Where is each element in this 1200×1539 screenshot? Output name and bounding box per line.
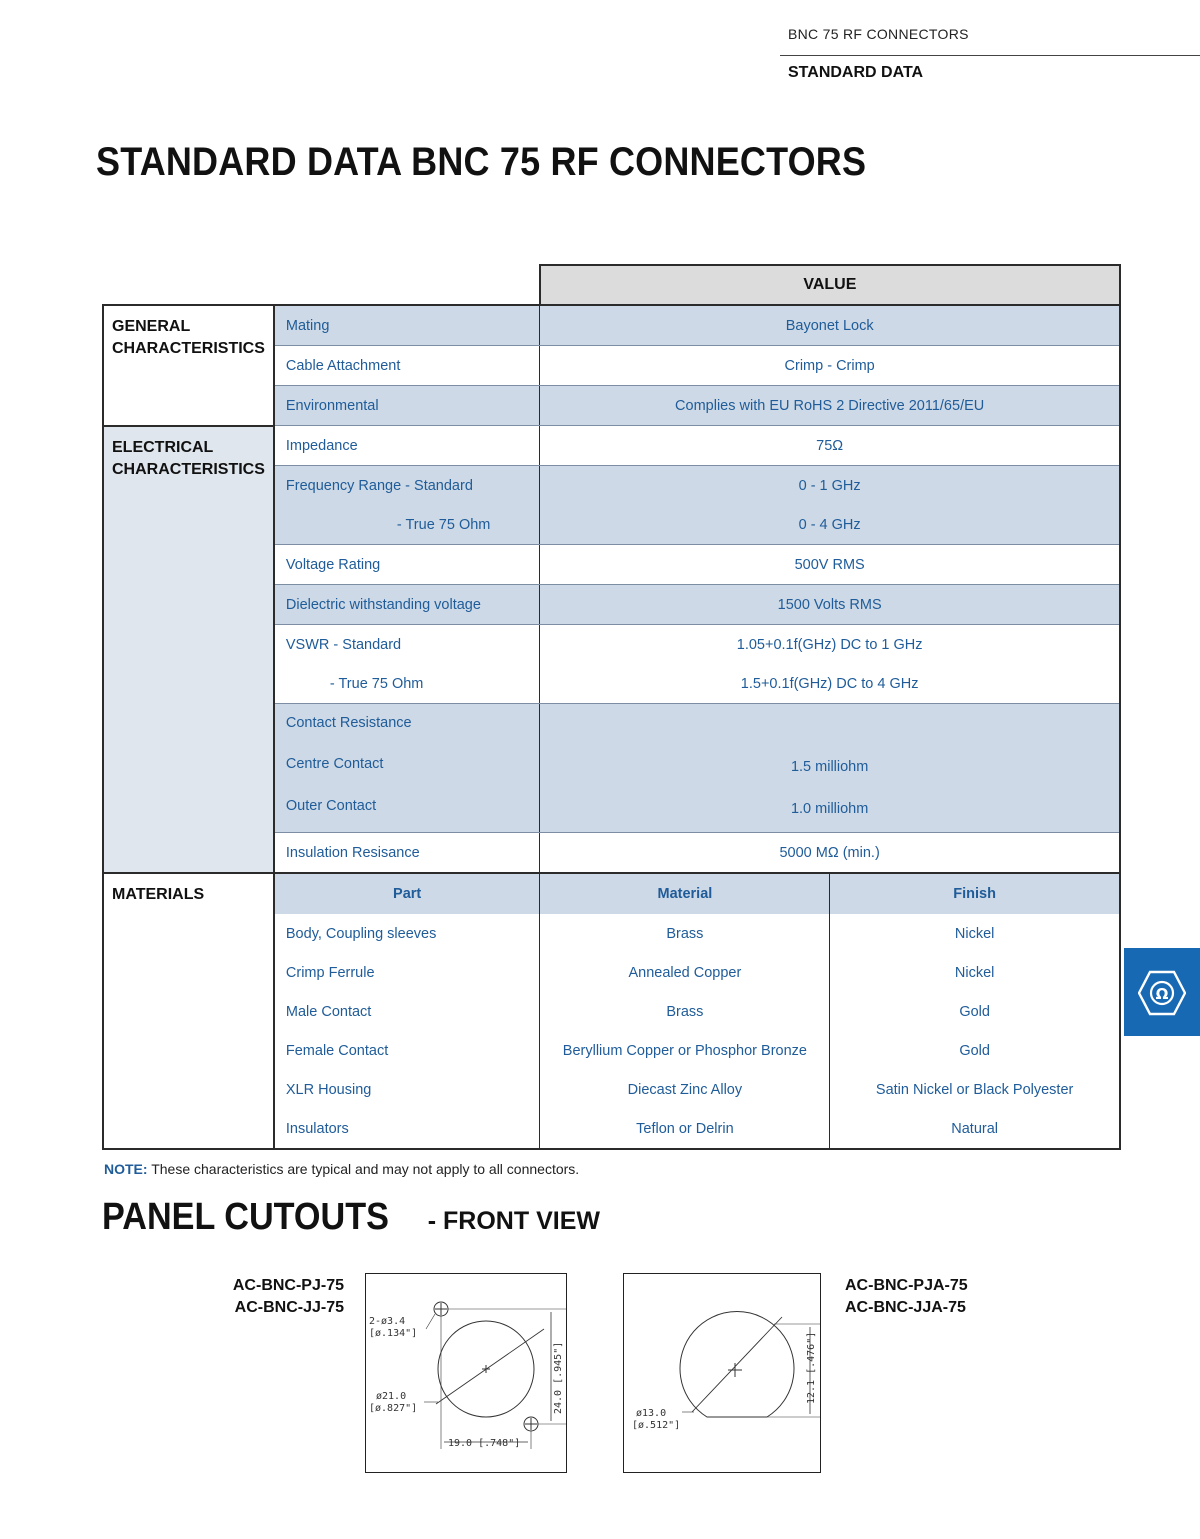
material-finish: Gold — [830, 1031, 1120, 1070]
model-label: AC-BNC-PJ-75 — [232, 1277, 344, 1294]
omega-logo-icon — [1138, 970, 1186, 1016]
contact-value-empty — [540, 704, 1120, 743]
material-material: Beryllium Copper or Phosphor Bronze — [540, 1031, 830, 1070]
insulation-value: 5000 MΩ (min.) — [540, 833, 1120, 874]
material-material: Teflon or Delrin — [540, 1109, 830, 1149]
materials-header-part: Part — [274, 873, 540, 914]
row-value: Crimp - Crimp — [540, 346, 1120, 386]
material-finish: Natural — [830, 1109, 1120, 1149]
material-part: Female Contact — [274, 1031, 540, 1070]
voltage-value: 500V RMS — [540, 545, 1120, 585]
freq-true-value: 0 - 4 GHz — [540, 505, 1120, 545]
left-hole-in: [ø.134"] — [369, 1328, 418, 1339]
left-height-dim: 24.0 [.945"] — [553, 1341, 564, 1414]
right-models — [845, 1275, 968, 1319]
value-header: VALUE — [540, 265, 1120, 305]
note-label: NOTE: — [104, 1161, 148, 1177]
impedance-value: 75Ω — [540, 426, 1120, 466]
centre-contact-value: 1.5 milliohm — [540, 742, 1120, 786]
panel-title-sub: - FRONT VIEW — [420, 1207, 600, 1235]
insulation-label: Insulation Resisance — [274, 833, 540, 874]
material-part: XLR Housing — [274, 1070, 540, 1109]
freq-true-label: - True 75 Ohm — [274, 505, 540, 545]
dielectric-label: Dielectric withstanding voltage — [274, 585, 540, 625]
material-part: Body, Coupling sleeves — [274, 914, 540, 953]
material-material: Diecast Zinc Alloy — [540, 1070, 830, 1109]
vswr-label: VSWR - Standard — [274, 625, 540, 665]
header-rule — [780, 55, 1200, 56]
svg-text:Ω: Ω — [1155, 985, 1169, 1003]
materials-header-material: Material — [540, 873, 830, 914]
outer-contact-value: 1.0 milliohm — [540, 786, 1120, 833]
materials-header-finish: Finish — [830, 873, 1120, 914]
material-finish: Nickel — [830, 914, 1120, 953]
right-dia-in: [ø.512"] — [632, 1420, 681, 1431]
right-dia-mm: ø13.0 — [636, 1408, 667, 1419]
page-title: STANDARD DATA BNC 75 RF CONNECTORS — [96, 140, 867, 184]
row-value: Complies with EU RoHS 2 Directive 2011/65/EU — [540, 386, 1120, 426]
material-part: Crimp Ferrule — [274, 953, 540, 992]
centre-contact-label: Centre Contact — [274, 742, 540, 786]
left-dia-in: [ø.827"] — [369, 1403, 418, 1414]
side-tab — [1124, 948, 1200, 1036]
dielectric-value: 1500 Volts RMS — [540, 585, 1120, 625]
contact-label: Contact Resistance — [274, 704, 540, 743]
freq-label: Frequency Range - Standard — [274, 466, 540, 506]
material-part: Insulators — [274, 1109, 540, 1149]
spec-table — [102, 264, 1121, 1150]
cutout-drawing-right — [623, 1273, 821, 1473]
left-hole-mm: 2-ø3.4 — [369, 1316, 406, 1327]
left-dia-mm: ø21.0 — [376, 1391, 407, 1402]
model-label: AC-BNC-PJA-75 — [845, 1277, 968, 1294]
material-finish: Gold — [830, 992, 1120, 1031]
material-part: Male Contact — [274, 992, 540, 1031]
left-width-dim: 19.0 [.748"] — [448, 1438, 521, 1449]
cutout-right-svg — [624, 1274, 820, 1472]
note — [104, 1161, 579, 1177]
row-label: Mating — [274, 305, 540, 346]
material-material: Brass — [540, 992, 830, 1031]
note-text: These characteristics are typical and may not apply to all connectors. — [147, 1161, 580, 1177]
row-label: Environmental — [274, 386, 540, 426]
voltage-label: Voltage Rating — [274, 545, 540, 585]
model-label: AC-BNC-JJA-75 — [845, 1299, 966, 1316]
left-models — [220, 1275, 344, 1319]
impedance-label: Impedance — [274, 426, 540, 466]
material-finish: Satin Nickel or Black Polyester — [830, 1070, 1120, 1109]
header-section: BNC 75 RF CONNECTORS — [788, 26, 969, 42]
material-material: Brass — [540, 914, 830, 953]
material-material: Annealed Copper — [540, 953, 830, 992]
panel-title-main: PANEL CUTOUTS — [102, 1196, 389, 1238]
row-label: Cable Attachment — [274, 346, 540, 386]
row-value: Bayonet Lock — [540, 305, 1120, 346]
vswr-value: 1.05+0.1f(GHz) DC to 1 GHz — [540, 625, 1120, 665]
freq-value: 0 - 1 GHz — [540, 466, 1120, 506]
panel-cutouts-title — [102, 1196, 600, 1239]
category-materials: MATERIALS — [103, 873, 274, 1149]
category-electrical: ELECTRICAL CHARACTERISTICS — [103, 426, 274, 874]
vswr-true-value: 1.5+0.1f(GHz) DC to 4 GHz — [540, 664, 1120, 704]
right-height-dim: 12.1 [.476"] — [806, 1331, 817, 1404]
material-finish: Nickel — [830, 953, 1120, 992]
cutout-left-svg — [366, 1274, 566, 1472]
outer-contact-label: Outer Contact — [274, 786, 540, 833]
header-page-title: STANDARD DATA — [788, 64, 924, 81]
category-general: GENERAL CHARACTERISTICS — [103, 305, 274, 426]
model-label: AC-BNC-JJ-75 — [234, 1299, 344, 1316]
vswr-true-label: - True 75 Ohm — [274, 664, 540, 704]
cutout-drawing-left — [365, 1273, 567, 1473]
